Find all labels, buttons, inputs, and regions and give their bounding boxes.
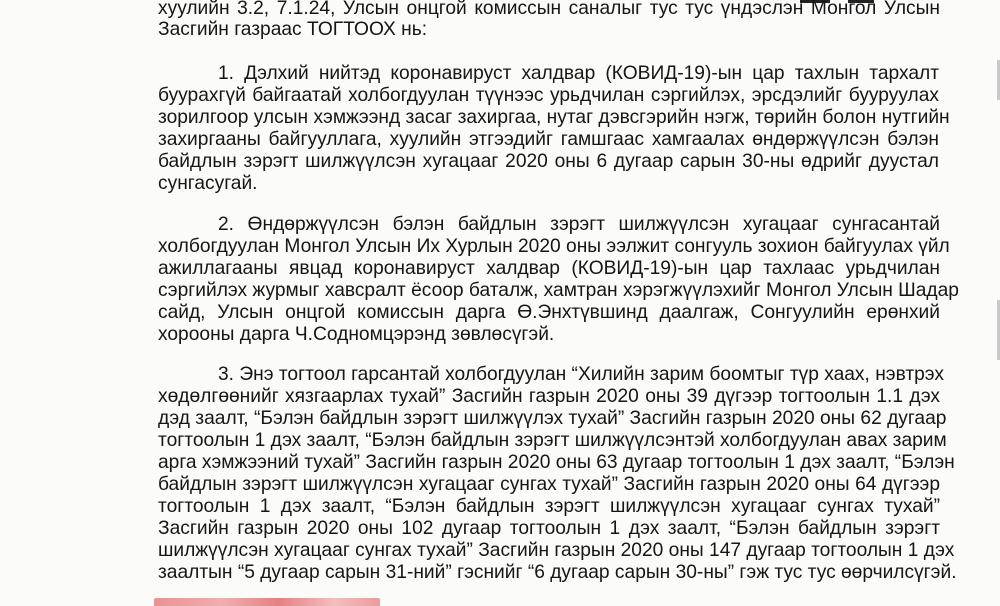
paragraph-3-line: дэд заалт, “Бэлэн байдлын зэрэгт шилжүүлэх тухай” Засгийн газрын 2020 оны 62 дугаар: [158, 408, 947, 429]
paragraph-1-line: зорилгоор улсын хэмжээнд засаг захиргаа, нутаг дэвсгэрийн нэгж, төрийн болон нутгийн: [158, 107, 950, 128]
paragraph-2-line: 2. Өндөржүүлсэн бэлэн байдлын зэрэгт шилжүүлсэн хугацааг сунгасантай: [218, 214, 940, 235]
paragraph-3-line: хөдөлгөөнийг хязгаарлах тухай” Засгийн газрын 2020 оны 39 дүгээр тогтоолын 1.1 дэх: [158, 386, 940, 407]
paragraph-1-line: буурахгүй байгаатай холбогдуулан түүнээс урьдчилан сэргийлэх, эрсдэлийг бууруулах: [158, 85, 939, 106]
paragraph-3-line: заалтын “5 дугаар сарын 31-ний” гэснийг “6 дугаар сарын 30-ны” гэж тус тус өөрчилсүгэй.: [158, 562, 957, 583]
paragraph-1-line: сунгасугай.: [158, 173, 258, 194]
red-stamp-fragment: [154, 598, 380, 606]
paragraph-3-line: Засгийн газрын 2020 оны 102 дугаар тогтоолын 1 дэх заалт, “Бэлэн байдлын зэрэгт: [158, 518, 940, 539]
paragraph-2-line: хорооны дарга Ч.Содномцэрэнд зөвлөсүгэй.: [158, 324, 555, 345]
paragraph-1-line: захиргааны байгууллага, хуулийн этгээдийг гамшгаас хамгаалах өндөржүүлсэн бэлэн: [158, 129, 939, 150]
paragraph-3-line: шилжүүлсэн хугацааг сунгах тухай” Засгийн газрын 2020 оны 147 дугаар тогтоолын 1 дэх: [158, 540, 955, 561]
paragraph-2-line: холбогдуулан Монгол Улсын Их Хурлын 2020 оны ээлжит сонгууль зохион байгуулах үйл: [158, 236, 950, 257]
paragraph-3-line: 3. Энэ тогтоол гарсантай холбогдуулан “Хилийн зарим боомтыг түр хаах, нэвтрэх: [218, 364, 944, 385]
paragraph-2-line: ажиллагааны явцад коронавируст халдвар (КОВИД-19)-ын цар тахлаас урьдчилан: [158, 258, 940, 279]
paragraph-3-line: тогтоолын 1 дэх заалт, “Бэлэн байдлын зэрэгт шилжүүлсэнтэй холбогдуулан авах зарим: [158, 430, 947, 451]
paragraph-3-line: арга хэмжээний тухай” Засгийн газрын 2020 оны 63 дугаар тогтоолын 1 дэх заалт, “Бэлэн: [158, 452, 955, 473]
paragraph-1-line: байдлын зэрэгт шилжүүлсэн хугацааг 2020 оны 6 дугаар сарын 30-ны өдрийг дуустал: [158, 151, 939, 172]
paragraph-3-line: тогтоолын 1 дэх заалт, “Бэлэн байдлын зэрэгт шилжүүлсэн хугацааг сунгах тухай”: [158, 496, 940, 517]
paragraph-2-line: сэргийлэх журмыг хавсралт ёсоор баталж, хамтран хэрэгжүүлэхийг Монгол Улсын Шадар: [158, 280, 959, 301]
intro-line: хуулийн 3.2, 7.1.24, Улсын онцгой комиссын саналыг тус тус үндэслэн Монгол Улсын: [158, 0, 940, 19]
paragraph-2-line: сайд, Улсын онцгой комиссын дарга Ө.Энхтүвшинд даалгаж, Сонгуулийн ерөнхий: [158, 302, 940, 323]
paragraph-1-line: 1. Дэлхий нийтэд коронавируст халдвар (КОВИД-19)-ын цар тахлын тархалт: [218, 63, 939, 84]
intro-line: Засгийн газраас ТОГТООХ нь:: [158, 19, 428, 40]
paragraph-3-line: байдлын зэрэгт шилжүүлсэн хугацааг сунгах тухай” Засгийн газрын 2020 оны 64 дүгээр: [158, 474, 940, 495]
